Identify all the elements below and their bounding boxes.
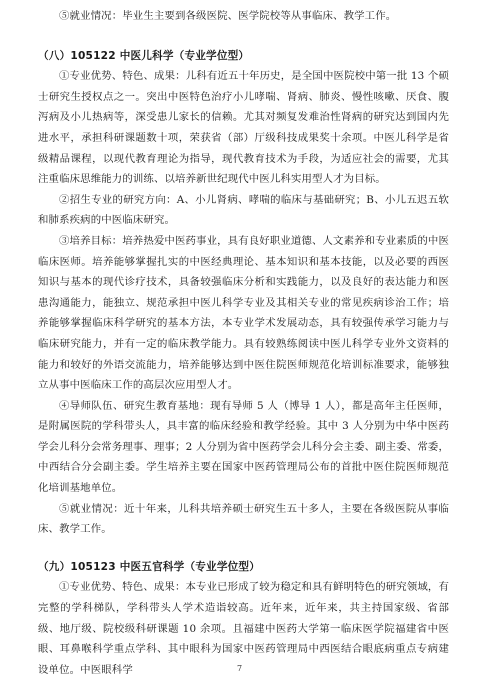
section-spacer <box>38 27 449 46</box>
section-spacer <box>38 540 449 557</box>
pediatrics-employment-paragraph: ⑤就业情况：近十年来，儿科共培养硕士研究生五十多人，主要在各级医院从事临床、教学工作。 <box>38 502 449 536</box>
pediatrics-supervisors-paragraph: ④导师队伍、研究生教育基地：现有导师 5 人（博导 1 人），都是高年主任医师，是附属医院的学科带头人，具丰富的临床经验和教学经验。其中 3 人分别为中华中医药学会儿科分会常务理事、理事；2 人分别为省中医药学会儿科分会主委、副主委、常委，中西结合分会副主委。学生培养主要在国家中医药管理局公布的首批中医住院医师规范化培训基地单位。 <box>38 399 449 495</box>
pediatrics-strengths-paragraph: ①专业优势、特色、成果：儿科有近五十年历史，是全国中医院校中第一批 13 个硕士研究生授权点之一。突出中医特色治疗小儿哮喘、肾病、肺炎、慢性咳嗽、厌食、腹泻病及小儿热病等，深受患儿家长的信赖。尤其对频复发难治性肾病的研究达到国内先进水平，承担科研课题数十项，荣获省（部）厅级科技成果奖十余项。中医儿科学是省级精品课程，以现代教育理论为指导，现代教育技术为手段，为适应社会的需要，尤其注重临床思维能力的训练、以培养新世纪现代中医儿科实用型人才为目标。 <box>38 70 449 186</box>
section-heading-pediatrics: （八）105122 中医儿科学（专业学位型） <box>38 49 250 62</box>
section-heading-otolaryngology-ophthalmology: （九）105123 中医五官科学（专业学位型） <box>38 560 261 573</box>
pediatrics-research-directions-paragraph: ②招生专业的研究方向：A、小儿肾病、哮喘的临床与基础研究；B、小儿五迟五软和肺系疾病的中医临床研究。 <box>38 193 449 227</box>
page-number: 7 <box>236 664 243 673</box>
employment-paragraph-previous: ⑤就业情况：毕业生主要到各级医院、医学院校等从事临床、教学工作。 <box>59 10 397 22</box>
pediatrics-training-goals-paragraph: ③培养目标：培养热爱中医药事业，具有良好职业道德、人文素养和专业素质的中医临床医师。培养能够掌握扎实的中医经典理论、基本知识和基本技能，以及必要的西医知识与基本的现代诊疗技术，具备较强临床分析和实践能力，以及良好的表达能力和医患沟通能力，能独立、规范承担中医儿科学专业及其相关专业的常见疾病诊治工作；培养能够掌握临床科学研究的基本方法，本专业学术发展动态，具有较强传承学习能力与临床研究能力，并有一定的临床教学能力。具有较熟练阅读中医儿科学专业外文资料的能力和较好的外语交流能力，培养能够达到中医住院医师规范化培训标准要求，能够独立从事中医临床工作的高层次应用型人才。 <box>38 234 449 392</box>
ent-strengths-paragraph: ①专业优势、特色、成果：本专业已形成了较为稳定和具有鲜明特色的研究领域，有完整的学科梯队，学科带头人学术造诣较高。近年来，近年来，共主持国家级、省部级、地厅级、院校级科研课题 10 余项。且福建中医药大学第一临床医学院福建省中医眼、耳鼻喉科学重点学科、其中眼科为国家中医药管理局中西医结合眼底病重点专病建设单位。中医眼科学 <box>38 581 449 676</box>
